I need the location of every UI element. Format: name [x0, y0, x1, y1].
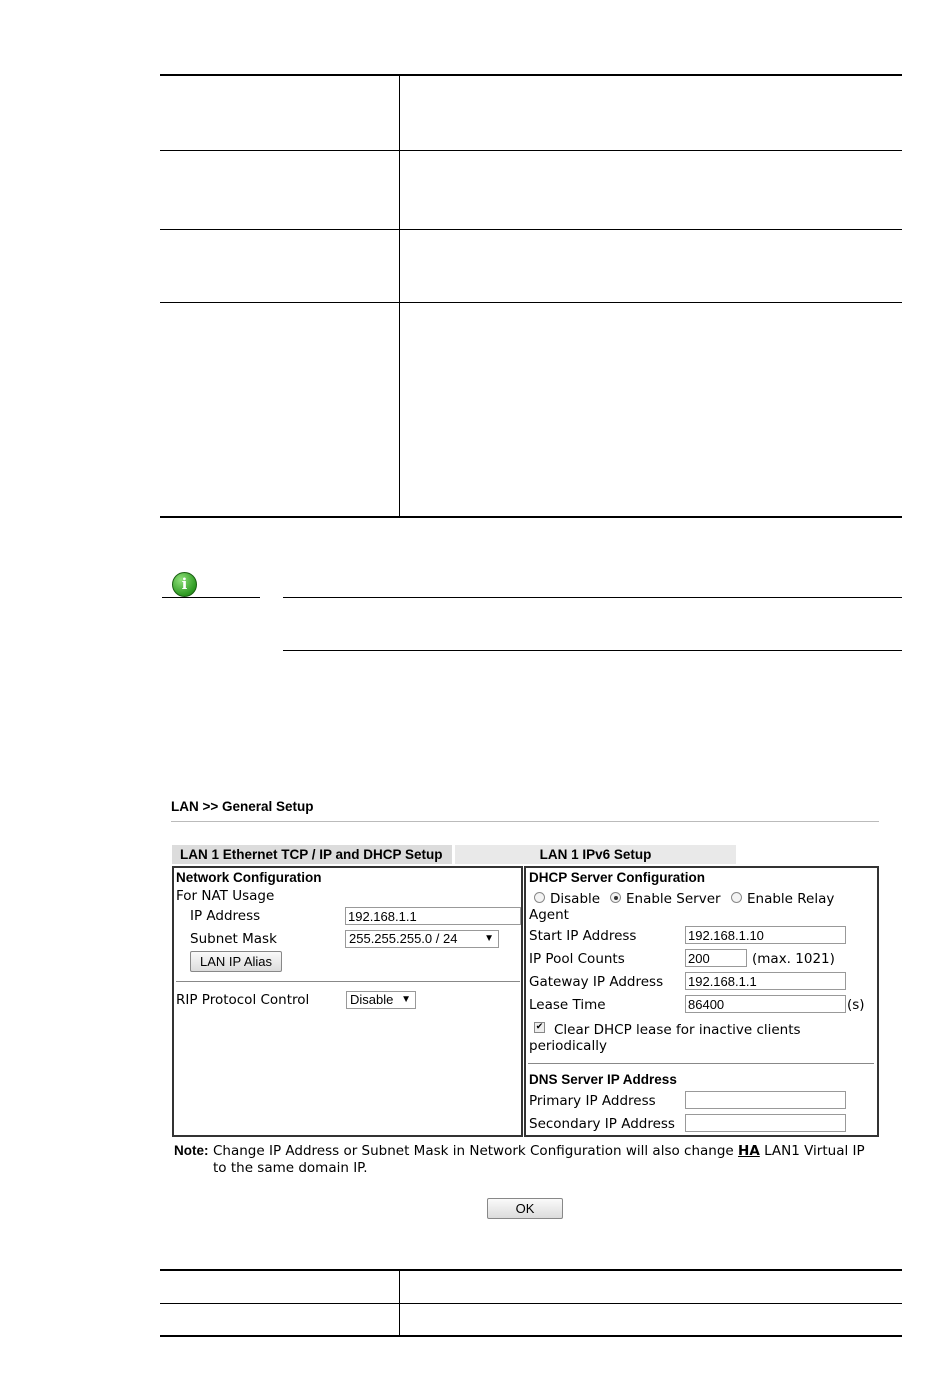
- note-label: Note:: [174, 1143, 209, 1158]
- note-text: [213, 1143, 865, 1159]
- note-rule-bottom: [283, 650, 902, 651]
- tab-lan1-ethernet[interactable]: [172, 845, 452, 864]
- clear-lease-checkbox[interactable]: ✔: [535, 1022, 544, 1032]
- dns-heading: DNS Server IP Address: [529, 1072, 677, 1087]
- section-divider: [176, 981, 520, 982]
- ip-address-input[interactable]: 192.168.1.1: [345, 907, 521, 925]
- tab-label: LAN 1 Ethernet TCP / IP and DHCP Setup: [180, 847, 443, 862]
- subnet-mask-select[interactable]: [345, 930, 499, 948]
- gateway-ip-label: Gateway IP Address: [529, 974, 664, 990]
- ip-pool-counts-label: IP Pool Counts: [529, 951, 625, 967]
- note-text-line2: to the same domain IP.: [213, 1160, 368, 1176]
- info-icon: i: [172, 572, 197, 597]
- section-divider: [528, 1063, 874, 1064]
- table-column-divider: [399, 75, 400, 517]
- radio-enable-server-label: Enable Server: [626, 891, 721, 907]
- clear-lease-label: Clear DHCP lease for inactive clients: [554, 1022, 801, 1038]
- note-text-before: Change IP Address or Subnet Mask in Network Configuration will also change: [213, 1143, 739, 1159]
- radio-enable-relay-label: Enable Relay: [747, 891, 835, 907]
- ha-link[interactable]: HA: [738, 1143, 760, 1159]
- subnet-mask-label: Subnet Mask: [190, 931, 277, 947]
- primary-dns-label: Primary IP Address: [529, 1093, 656, 1109]
- ip-pool-counts-input[interactable]: 200: [685, 949, 747, 967]
- note-underline: [162, 597, 260, 598]
- breadcrumb-divider: [171, 821, 879, 822]
- radio-disable-label: Disable: [550, 891, 601, 907]
- table-border-bottom: [160, 516, 902, 518]
- table-column-divider: [399, 1270, 400, 1336]
- lan-ip-alias-button[interactable]: LAN IP Alias: [190, 951, 282, 972]
- rip-protocol-select[interactable]: [346, 991, 416, 1009]
- start-ip-label: Start IP Address: [529, 928, 637, 944]
- ip-address-label: IP Address: [190, 908, 261, 924]
- note-rule-top: [283, 597, 902, 598]
- breadcrumb: LAN >> General Setup: [171, 799, 314, 814]
- tab-lan1-ipv6[interactable]: [455, 845, 736, 864]
- table-row-divider: [160, 150, 902, 151]
- secondary-dns-label: Secondary IP Address: [529, 1116, 675, 1132]
- tab-label: LAN 1 IPv6 Setup: [539, 847, 652, 862]
- radio-enable-relay[interactable]: [731, 892, 742, 903]
- table-border-bottom: [160, 1335, 902, 1337]
- start-ip-input[interactable]: 192.168.1.10: [685, 926, 846, 944]
- radio-enable-relay-label-cont: Agent: [529, 907, 569, 923]
- table-row-divider: [160, 1303, 902, 1304]
- primary-dns-input[interactable]: [685, 1091, 846, 1109]
- rip-protocol-label: RIP Protocol Control: [176, 992, 310, 1008]
- network-config-heading: Network Configuration: [176, 870, 322, 885]
- table-row-divider: [160, 229, 902, 230]
- radio-disable[interactable]: [534, 892, 545, 903]
- chevron-down-icon: ▼: [401, 994, 411, 1005]
- clear-lease-label-cont: periodically: [529, 1038, 607, 1054]
- table-border-top: [160, 1269, 902, 1271]
- nat-usage-label: For NAT Usage: [176, 888, 275, 904]
- note-text-after: LAN1 Virtual IP: [759, 1143, 865, 1159]
- chevron-down-icon: ▼: [484, 933, 494, 944]
- gateway-ip-input[interactable]: 192.168.1.1: [685, 972, 846, 990]
- secondary-dns-input[interactable]: [685, 1114, 846, 1132]
- lease-time-input[interactable]: 86400: [685, 995, 846, 1013]
- radio-enable-server[interactable]: [610, 892, 621, 903]
- table-row-divider: [160, 302, 902, 303]
- dhcp-config-heading: DHCP Server Configuration: [529, 870, 706, 885]
- lease-time-unit: (s): [847, 997, 865, 1013]
- ip-pool-max-label: (max. 1021): [752, 951, 835, 967]
- rip-protocol-value: Disable: [350, 992, 394, 1007]
- ok-button[interactable]: OK: [487, 1198, 563, 1219]
- lease-time-label: Lease Time: [529, 997, 606, 1013]
- subnet-mask-value: 255.255.255.0 / 24: [349, 931, 458, 946]
- table-border-top: [160, 74, 902, 76]
